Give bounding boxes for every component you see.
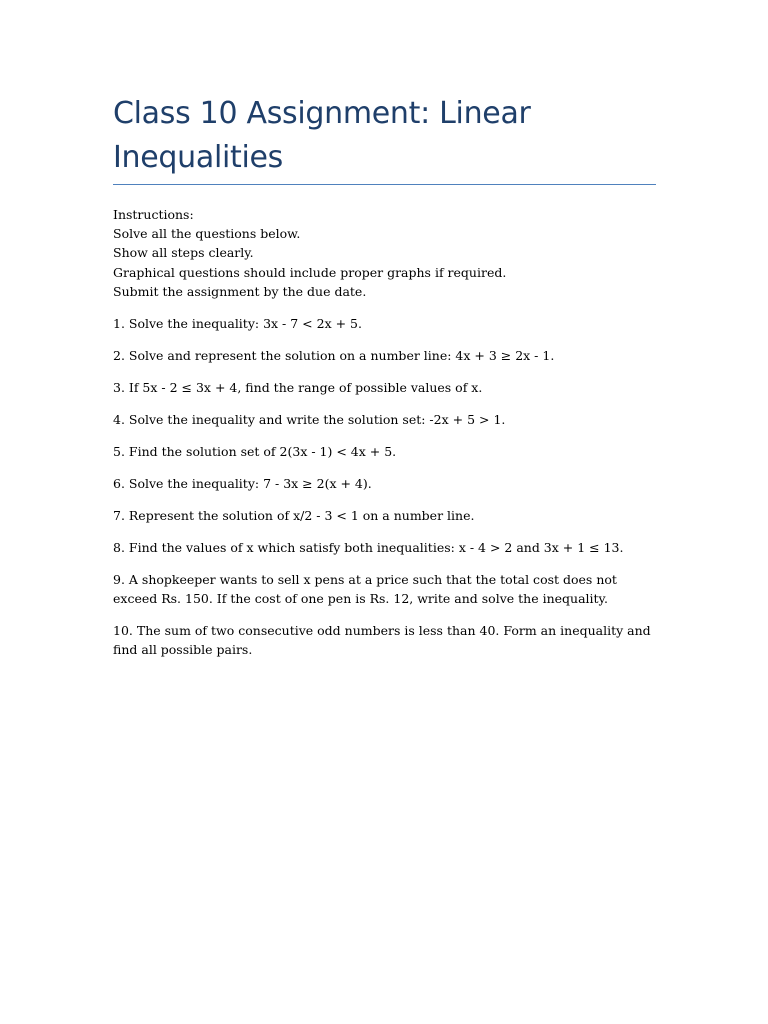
question-item: 6. Solve the inequality: 7 - 3x ≥ 2(x + 4). xyxy=(113,476,372,492)
instructions-block xyxy=(113,205,656,301)
instruction-line: Show all steps clearly. xyxy=(113,245,254,261)
document-title: Class 10 Assignment: Linear Inequalities xyxy=(113,96,531,175)
question-item: 9. A shopkeeper wants to sell x pens at a price such that the total cost does not exceed Rs. 150. If the cost of one pen is Rs. 12, write and solve the inequality. xyxy=(113,572,617,607)
instruction-line: Solve all the questions below. xyxy=(113,226,301,242)
instruction-line: Graphical questions should include proper graphs if required. xyxy=(113,264,507,280)
question-item: 3. If 5x - 2 ≤ 3x + 4, find the range of possible values of x. xyxy=(113,380,483,396)
question-item: 2. Solve and represent the solution on a number line: 4x + 3 ≥ 2x - 1. xyxy=(113,348,555,364)
question-item: 8. Find the values of x which satisfy both inequalities: x - 4 > 2 and 3x + 1 ≤ 13. xyxy=(113,540,624,556)
question-list xyxy=(113,314,656,660)
question-item: 7. Represent the solution of x/2 - 3 < 1 on a number line. xyxy=(113,508,475,524)
title-divider xyxy=(113,184,656,185)
question-item: 5. Find the solution set of 2(3x - 1) < 4x + 5. xyxy=(113,444,397,460)
question-item: 10. The sum of two consecutive odd numbers is less than 40. Form an inequality and find all possible pairs. xyxy=(113,623,651,658)
question-item: 4. Solve the inequality and write the solution set: -2x + 5 > 1. xyxy=(113,412,506,428)
document-page xyxy=(113,92,656,672)
instruction-line: Submit the assignment by the due date. xyxy=(113,283,367,299)
question-item: 1. Solve the inequality: 3x - 7 < 2x + 5. xyxy=(113,316,362,332)
instructions-heading: Instructions: xyxy=(113,207,194,222)
